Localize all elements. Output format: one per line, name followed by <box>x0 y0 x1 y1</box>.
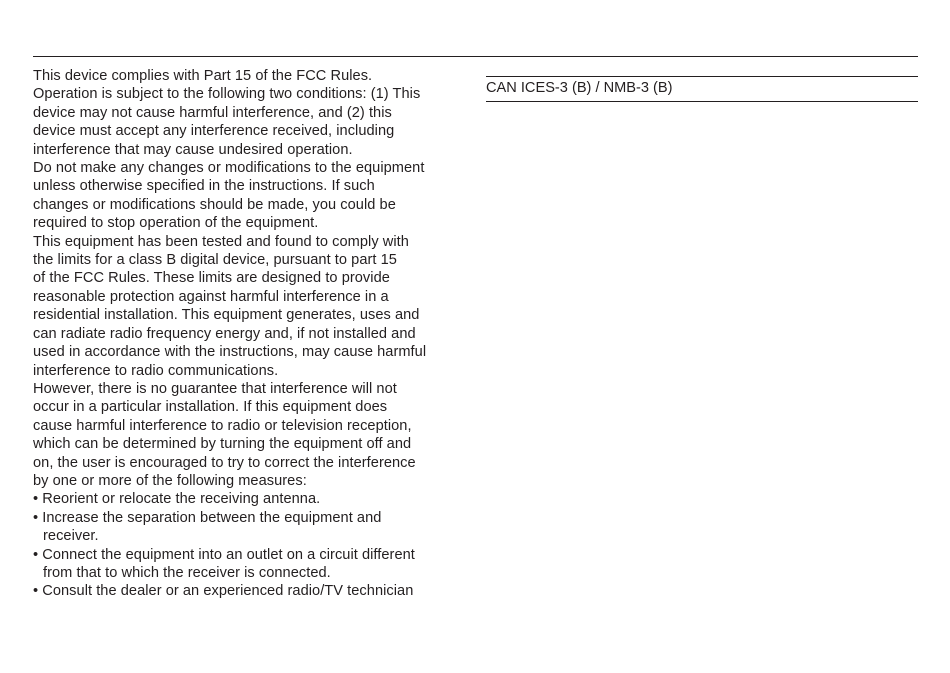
fcc-line: the limits for a class B digital device, pursuant to part 15 <box>33 252 397 269</box>
fcc-notice <box>33 67 473 601</box>
fcc-line: This device complies with Part 15 of the FCC Rules. <box>33 68 373 84</box>
fcc-line: reasonable protection against harmful interference in a <box>33 288 389 305</box>
fcc-line: can radiate radio frequency energy and, if not installed and <box>33 325 416 342</box>
canada-bottom-rule <box>486 101 918 102</box>
fcc-line: used in accordance with the instructions, may cause harmful <box>33 344 427 361</box>
fcc-line: occur in a particular installation. If this equipment does <box>33 399 388 416</box>
bullet-item-continuation: from that to which the receiver is connected. <box>43 564 331 581</box>
fcc-line: of the FCC Rules. These limits are designed to provide <box>33 270 390 287</box>
fcc-line: residential installation. This equipment generates, uses and <box>33 307 420 324</box>
fcc-line: unless otherwise specified in the instructions. If such <box>33 178 375 195</box>
fcc-line: Operation is subject to the following two conditions: (1) This <box>33 86 421 103</box>
fcc-line: device may not cause harmful interference, and (2) this <box>33 104 392 121</box>
fcc-line: cause harmful interference to radio or television reception, <box>33 417 412 434</box>
fcc-line: However, there is no guarantee that interference will not <box>33 380 397 397</box>
top-divider <box>33 56 918 57</box>
fcc-line: This equipment has been tested and found to comply with <box>33 233 409 250</box>
fcc-line: interference that may cause undesired operation. <box>33 141 353 158</box>
bullet-item: • Reorient or relocate the receiving antenna. <box>33 491 321 508</box>
canada-ices-text: CAN ICES-3 (B) / NMB-3 (B) <box>486 80 673 96</box>
fcc-line: required to stop operation of the equipment. <box>33 215 319 232</box>
bullet-item: • Increase the separation between the equipment and <box>33 509 382 526</box>
canada-notice <box>486 76 918 102</box>
fcc-line: Do not make any changes or modifications to the equipment <box>33 160 425 177</box>
fcc-line: on, the user is encouraged to try to correct the interference <box>33 454 416 471</box>
fcc-line: by one or more of the following measures: <box>33 472 307 489</box>
fcc-line: changes or modifications should be made, you could be <box>33 196 396 213</box>
bullet-item: • Connect the equipment into an outlet on a circuit different <box>33 546 415 563</box>
bullet-item: • Consult the dealer or an experienced radio/TV technician <box>33 583 414 600</box>
fcc-line: which can be determined by turning the equipment off and <box>33 436 412 453</box>
fcc-line: device must accept any interference received, including <box>33 123 395 140</box>
bullet-item-continuation: receiver. <box>43 528 99 545</box>
fcc-line: interference to radio communications. <box>33 362 279 379</box>
